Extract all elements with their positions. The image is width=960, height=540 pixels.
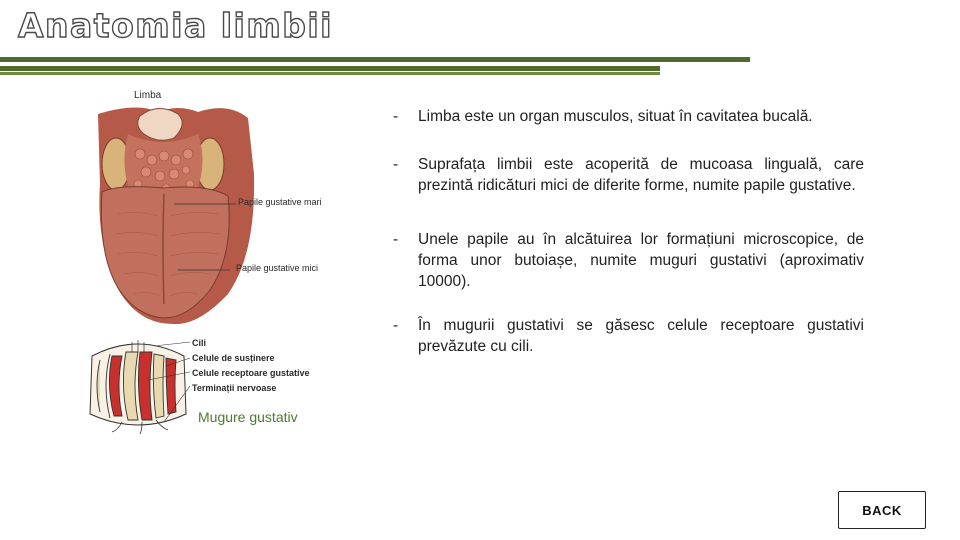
tongue-illustration	[78, 104, 338, 324]
title-underline-middle	[0, 66, 660, 71]
tongue-label: Limba	[134, 90, 162, 101]
label-papile-mici: Papile gustative mici	[236, 263, 319, 273]
bullet-text: Unele papile au în alcătuirea lor formațiuni microscopice, de forma unor butoiașe, numite muguri gustativi (aproximativ 10000).	[418, 231, 864, 290]
bud-label-cili: Cili	[192, 338, 207, 348]
list-item	[388, 154, 864, 196]
bullet-text: În mugurii gustativi se găsesc celule receptoare gustativi prevăzute cu cili.	[418, 317, 864, 355]
bullet-text: Suprafața limbii este acoperită de mucoasa linguală, care prezintă ridicături mici de diferite forme, numite papile gustative.	[418, 156, 864, 194]
label-papile-mari: Papile gustative mari	[238, 197, 322, 207]
back-button[interactable]: BACK	[838, 491, 926, 529]
bud-label-celule-receptoare: Celule receptoare gustative	[192, 368, 310, 378]
bullet-marker: -	[393, 156, 399, 173]
bud-caption: Mugure gustativ	[198, 409, 298, 425]
list-item	[388, 229, 864, 292]
page-title: Anatomia limbii	[18, 6, 333, 45]
bullet-marker: -	[393, 108, 399, 125]
bullet-marker: -	[393, 317, 399, 334]
bullet-text: Limba este un organ musculos, situat în cavitatea bucală.	[418, 108, 813, 125]
list-item	[388, 106, 864, 127]
bud-label-celule-sustinere: Celule de susținere	[192, 353, 275, 363]
bullet-marker: -	[393, 231, 399, 248]
title-underline-bottom	[0, 72, 660, 75]
title-underline-top	[0, 57, 750, 62]
bud-label-terminatii-nervoase: Terminații nervoase	[192, 383, 277, 393]
list-item	[388, 315, 864, 357]
bullet-list	[388, 106, 864, 357]
taste-bud-illustration	[82, 336, 194, 434]
